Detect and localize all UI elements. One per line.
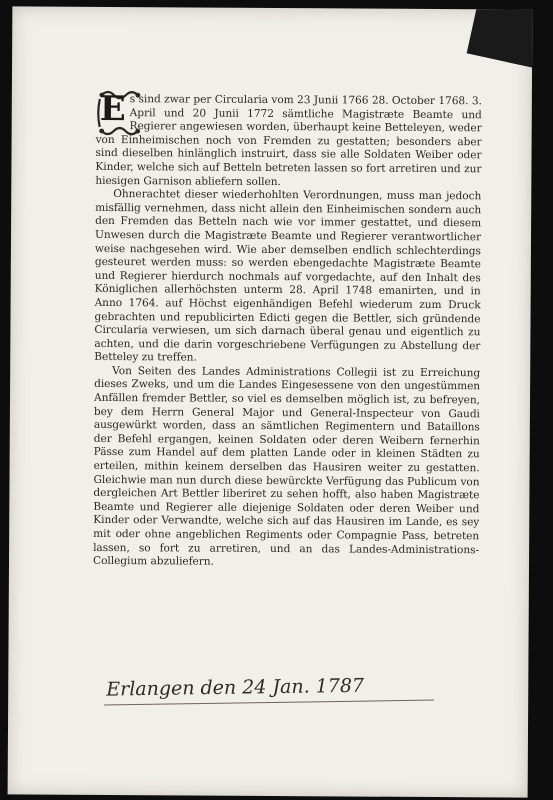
paragraph-1-text: s sind zwar per Circularia vom 23 Junii 1766 28. October 1768. 3. April und 20 Junii 1772 sämtliche Magistræte Beamte und Regierer angewiesen worden, überhaupt keine Betteleyen, weder von Einheimischen noch von Fremden zu gestatten; besonders aber sind dieselben hinlänglich instruirt, dass sie alle Soldaten Weiber oder Kinder, welche sich auf Betteln betreten lassen so fort arretiren und zur hiesigen Garnison abliefern sollen.: [95, 93, 482, 188]
signature-underline: [104, 700, 434, 706]
paragraph-1: [95, 88, 482, 191]
circular-text: [92, 88, 482, 571]
handwritten-signature: Erlangen den 24 Jan. 1787: [106, 674, 365, 701]
paragraph-2: Ohnerachtet dieser wiederhohlten Verordnungen, muss man jedoch misfällig vernehmen, dass nicht allein den Einheimischen sondern auch den Fremden das Betteln nach wie vor immer gestattet, und diesem Unwesen durch die Magistræte Beamte und Regierer verantwortlicher weise nachgesehen wird. Wie aber demselben endlich schlechterdings gesteuret werden muss: so werden ebengedachte Magistræte Beamte und Regierer hierdurch nochmals auf vorgedachte, auf den Inhalt des Königlichen allerhöchsten unterm 28. April 1748 emanirten, und in Anno 1764. auf Höchst eigenhändigen Befehl wiederum zum Druck gebrachten und republicirten Edicti gegen die Bettler, sich gründende Circularia verwiesen, um sich darnach überal genau und eigentlich zu achten, und die darin vorgeschriebene Verfügungen zu Abstellung der Betteley zu treffen.: [94, 188, 482, 364]
document-page: [8, 6, 533, 797]
dropcap-letter: E: [99, 88, 126, 130]
paragraph-3: Von Seiten des Landes Administrations Collegii ist zu Erreichung dieses Zweks, und um die Landes Eingesessene von den ungestümmen Anfällen fremder Bettler, so viel es demselben möglich ist, zu befreyen, bey dem Herrn General Major und General-Inspecteur von Gaudi ausgewürkt worden, dass an sämtlichen Regimentern und Bataillons der Befehl ergangen, keinen Soldaten oder deren Weibern fernerhin Pässe zum Handel auf dem platten Lande oder in kleinen Städten zu erteilen, mithin keinem derselben das Hausiren weiter zu gestatten. Gleichwie man nun durch diese bewürckte Verfügung das Publicum von dergleichen Art Bettler liberiret zu sehen hofft, also haben Magistræte Beamte und Regierer alle diejenige Soldaten oder deren Weiber und Kinder oder Verwandte, welche sich auf das Hausiren im Lande, es sey mit oder ohne angeblichen Regiments oder Compagnie Pass, betreten lassen, so fort zu arretiren, und an das Landes-Administrations-Collegium abzuliefern.: [92, 364, 481, 568]
